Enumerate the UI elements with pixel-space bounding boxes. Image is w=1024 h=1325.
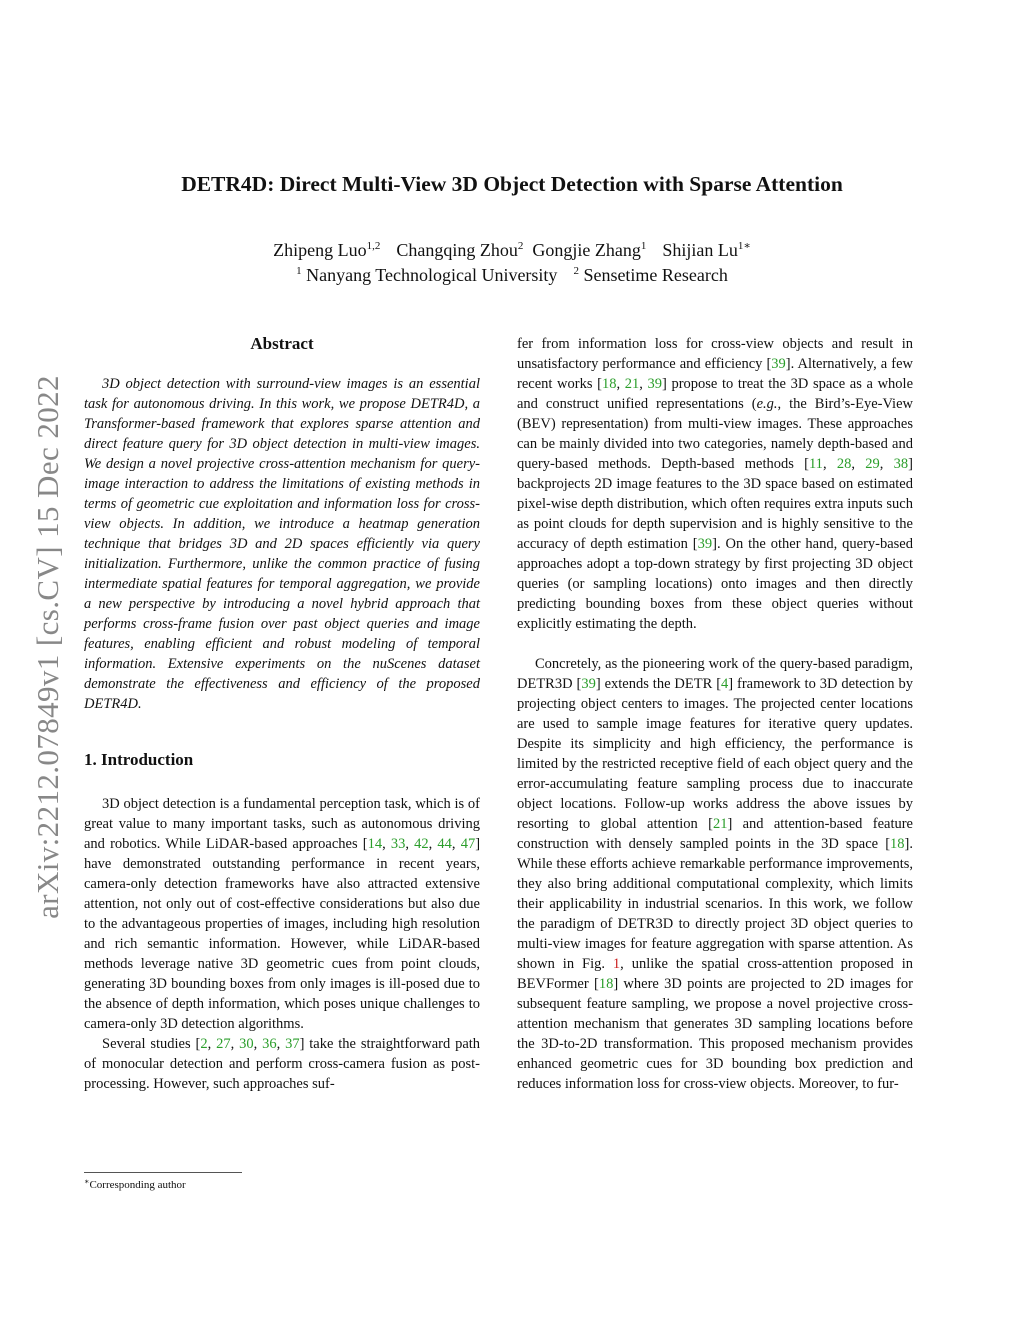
intro-paragraph-1: 3D object detection is a fundamental perception task, which is of great value to many important tasks, such as autonomous driving and robotics. While LiDAR-based approaches [14, 33, 42, 44, 47] have demonstrated outstanding performance in recent years, camera-only detection frameworks have also attracted extensive attention, not only out of cost-effective considerations but also due to the advantageous properties of images, including high resolution and rich semantic information. However, while LiDAR-based methods leverage native 3D geometric cues from point clouds, generating 3D bounding boxes from only images is ill-posed due to the absence of depth information, which poses unique challenges to camera-only 3D detection algorithms. [84,796,481,1032]
paper-title: DETR4D: Direct Multi-View 3D Object Detection with Sparse Attention [181,172,843,196]
author-affiliation-mark: 1 [640,240,647,252]
intro-paragraph-3: Concretely, as the pioneering work of the query-based paradigm, DETR3D [39] extends the DETR [4] framework to 3D detection by projecting object centers to images. The projected center locations are used to sample image features for iterative query updates. Despite its simplicity and high efficiency, the performance is limited by the restricted receptive field of each object query and the error-accumulating feature sampling process due to inaccurate object locations. Follow-up works address the above issues by resorting to global attention [21] and attention-based feature construction with densely sampled points in the 3D space [18]. While these efforts achieve remarkable performance improvements, they also bring additional computational complexity, which limits their applicability in industrial scenarios. In this work, we follow the paradigm of DETR3D to directly project 3D object queries to multi-view images for feature aggregation with sparse attention. As shown in Fig. 1, unlike the spatial cross-attention proposed in BEVFormer [18] where 3D points are projected to 2D images for subsequent feature sampling, we propose a novel projective cross-attention mechanism that generates 3D sampling locations before the 3D-to-2D transformation. This proposed mechanism provides enhanced geometric cues for 3D bounding box prediction and reduces information loss for cross-view objects. Moreover, to fur- [517,656,913,1092]
footnote-divider [84,1172,242,1173]
citation-link[interactable]: 18 [601,376,617,392]
citation-link[interactable]: 39 [771,356,786,372]
citation-link[interactable]: 28 [836,456,852,472]
author-affiliation-mark: 1∗ [737,240,751,252]
affiliation-mark: 1 [296,265,302,277]
right-column [517,334,913,1094]
introduction-heading: 1. Introduction [84,750,194,769]
citation-link[interactable]: 18 [890,836,905,852]
citation-link[interactable]: 33 [390,836,406,852]
affiliation-list [0,263,1024,287]
abstract-heading: Abstract [250,334,314,353]
citation-link[interactable]: 38 [893,456,909,472]
citation-link[interactable]: 14 [367,836,383,852]
citation-link[interactable]: 47 [460,836,476,852]
citation-link[interactable]: 39 [581,676,596,692]
citation-link[interactable]: 2 [200,1036,208,1052]
author-name: Shijian Lu [662,240,738,260]
affiliation-mark: 2 [573,265,579,277]
footnote-text: Corresponding author [89,1179,186,1191]
footnote-mark: ∗ [84,1177,90,1186]
figure-reference-link[interactable]: 1 [612,956,621,972]
citation-link[interactable]: 29 [865,456,880,472]
author-affiliation-mark: 2 [517,240,524,252]
citation-link[interactable]: 18 [598,976,614,992]
citation-link[interactable]: 11 [808,456,823,472]
intro-paragraph-2-continued: fer from information loss for cross-view objects and result in unsatisfactory performance and efficiency [39]. Alternatively, a few recent works [18, 21, 39] propose to treat the 3D space as a whole and construct unified representations (e.g., the Bird’s-Eye-View (BEV) representation) from multi-view images. These approaches can be mainly divided into two categories, namely depth-based and query-based methods. Depth-based methods [11, 28, 29, 38] backprojects 2D image features to the 3D space based on estimated pixel-wise depth distribution, which often requires extra inputs such as point clouds for depth supervision and is highly sensitive to the accuracy of depth estimation [39]. On the other hand, query-based approaches adopt a top-down strategy by first projecting 3D object queries (or sampling locations) onto images and then directly predicting bounding boxes from these object queries without explicitly estimating the depth. [517,336,914,632]
citation-link[interactable]: 4 [721,676,729,692]
intro-paragraph-2-start: Several studies [2, 27, 30, 36, 37] take the straightforward path of monocular detection and perform cross-camera fusion as post-processing. However, such approaches suf- [84,1036,481,1092]
footnote [84,1172,480,1192]
affiliation-name: Sensetime Research [583,265,728,285]
arxiv-identifier-text: arXiv:2212.07849v1 [cs.CV] 15 Dec 2022 [30,375,65,919]
citation-link[interactable]: 21 [624,376,640,392]
citation-link[interactable]: 30 [239,1036,254,1052]
citation-link[interactable]: 27 [216,1036,231,1052]
citation-link[interactable]: 42 [414,836,429,852]
author-list [0,238,1024,262]
citation-link[interactable]: 44 [437,836,452,852]
author-name: Gongjie Zhang [532,240,641,260]
abstract-body: 3D object detection with surround-view images is an essential task for autonomous driving. In this work, we propose DETR4D, a Transformer-based framework that explores sparse attention and direct feature query for 3D object detection in multi-view images. We design a novel projective cross-attention mechanism for query-image interaction to address the limitations of existing methods in terms of geometric cue exploitation and information loss for cross-view objects. In addition, we introduce a heatmap generation technique that bridges 3D and 2D spaces efficiently via query initialization. Furthermore, unlike the common practice of fusing intermediate spatial features for temporal aggregation, we provide a new perspective by introducing a novel hybrid approach that performs cross-frame fusion over past object queries and image features, enabling efficient and robust modeling of temporal information. Extensive experiments on the nuScenes dataset demonstrate the effectiveness and efficiency of the proposed DETR4D. [84,376,480,712]
arxiv-identifier-stamp [30,352,66,942]
citation-link[interactable]: 37 [285,1036,300,1052]
author-affiliation-mark: 1,2 [366,240,381,252]
citation-link[interactable]: 39 [697,536,713,552]
citation-link[interactable]: 36 [262,1036,277,1052]
citation-link[interactable]: 39 [647,376,662,392]
author-name: Changqing Zhou [396,240,518,260]
citation-link[interactable]: 21 [712,816,728,832]
left-column [84,334,480,1094]
affiliation-name: Nanyang Technological University [306,265,558,285]
author-name: Zhipeng Luo [273,240,367,260]
